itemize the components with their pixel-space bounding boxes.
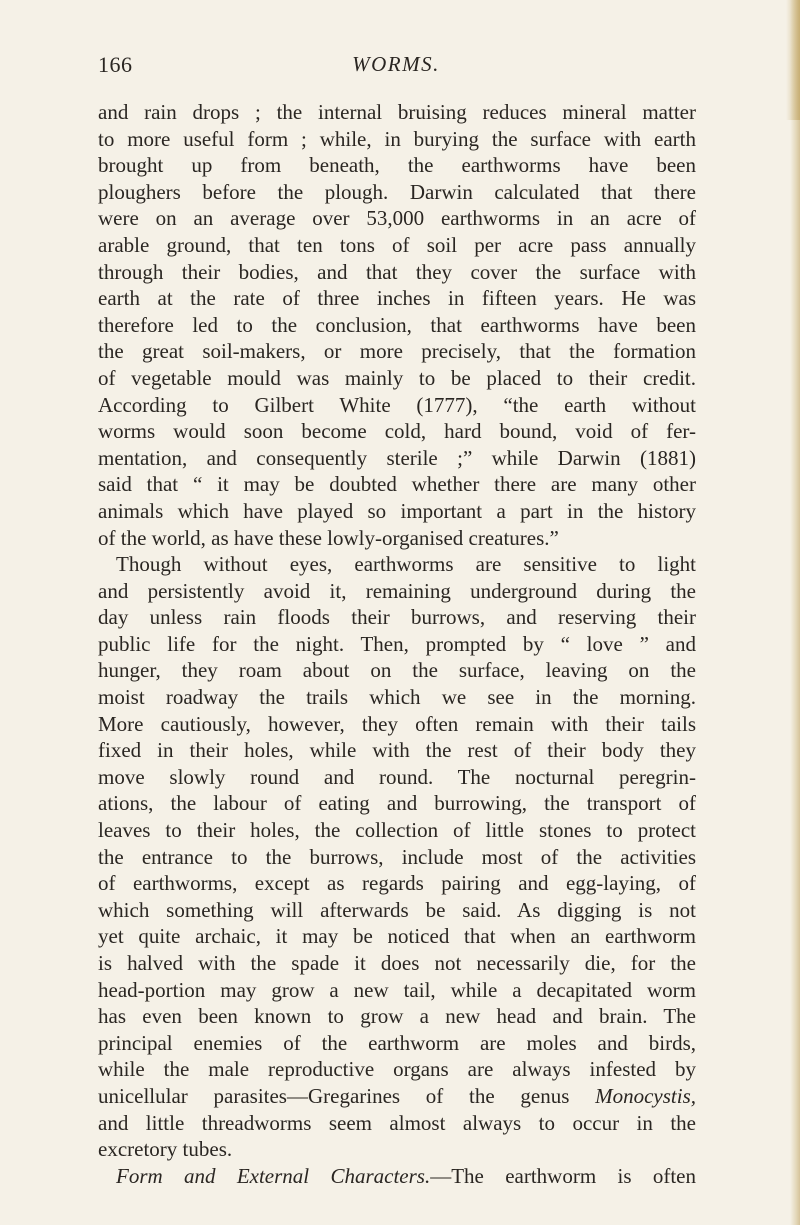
text-line: is halved with the spade it does not necessarily die, for the (98, 951, 696, 975)
text-line: of vegetable mould was mainly to be placed to their credit. (98, 365, 696, 390)
text-line: move slowly round and round. The nocturnal peregrin- (98, 764, 696, 789)
text-line: has even been known to grow a new head and brain. The (98, 1004, 696, 1029)
text-line: which something will afterwards be said. As digging is not (98, 897, 696, 922)
body-text (98, 99, 696, 1189)
text-line: ations, the labour of eating and burrowing, the transport of (98, 791, 696, 816)
text-line: yet quite archaic, it may be noticed that when an earthworm (98, 924, 696, 949)
text-line: ploughers before the plough. Darwin calculated that there (98, 179, 696, 204)
text-line: leaves to their holes, the collection of little stones to protect (98, 818, 696, 843)
text-line: through their bodies, and that they cover the surface with (98, 259, 696, 284)
text-line: were on an average over 53,000 earthworms in an acre of (98, 206, 696, 231)
page-number: 166 (98, 52, 133, 77)
section-heading-line (98, 1163, 696, 1190)
text-line: arable ground, that ten tons of soil per acre pass annually (98, 232, 696, 257)
page-header (98, 52, 694, 82)
text-line: More cautiously, however, they often remain with their tails (98, 711, 696, 736)
text-line: of the world, as have these lowly-organised creatures.” (98, 525, 559, 550)
text-line: earth at the rate of three inches in fifteen years. He was (98, 286, 696, 311)
text-line: to more useful form ; while, in burying the surface with earth (98, 126, 696, 151)
text-line: and rain drops ; the internal bruising reduces mineral matter (98, 100, 696, 124)
section-heading: Form and External Characters. (116, 1163, 431, 1188)
text-line: of earthworms, except as regards pairing and egg-laying, of (98, 871, 696, 896)
text-line: principal enemies of the earthworm are moles and birds, (98, 1030, 696, 1055)
text-line: public life for the night. Then, prompted by “ love ” and (98, 631, 696, 656)
text-line: hunger, they roam about on the surface, leaving on the (98, 658, 696, 683)
text-line: worms would soon become cold, hard bound, void of fer- (98, 419, 696, 444)
text-line: day unless rain floods their burrows, and reserving their (98, 605, 696, 630)
page-corner-shadow (786, 0, 800, 120)
text-line: mentation, and consequently sterile ;” while Darwin (1881) (98, 445, 696, 470)
running-title: WORMS. (352, 52, 440, 76)
text-line: and little threadworms seem almost always to occur in the (98, 1110, 696, 1135)
text-line: while the male reproductive organs are always infested by (98, 1057, 696, 1082)
text-line: moist roadway the trails which we see in the morning. (98, 685, 696, 710)
text-line: brought up from beneath, the earthworms have been (98, 153, 696, 178)
genus-name: Monocystis, (595, 1083, 697, 1108)
text-line: the great soil-makers, or more precisely, that the formation (98, 339, 696, 364)
text-fragment: unicellular parasites—Gregarines of the genus (98, 1083, 570, 1108)
text-line: head-portion may grow a new tail, while a decapitated worm (98, 977, 696, 1002)
text-line: fixed in their holes, while with the rest of their body they (98, 738, 696, 763)
text-line-with-genus (98, 1083, 696, 1110)
text-line: therefore led to the conclusion, that earthworms have been (98, 312, 696, 337)
paragraph-start-line: Though without eyes, earthworms are sensitive to light (116, 552, 696, 577)
text-line: said that “ it may be doubted whether there are many other (98, 472, 696, 497)
text-line: animals which have played so important a part in the history (98, 498, 696, 523)
text-fragment: —The earthworm is often (430, 1163, 696, 1188)
text-line: and persistently avoid it, remaining underground during the (98, 578, 696, 603)
page-edge-shadow (790, 0, 800, 1225)
text-line: the entrance to the burrows, include most of the activities (98, 844, 696, 869)
text-line: According to Gilbert White (1777), “the earth without (98, 392, 696, 417)
text-line: excretory tubes. (98, 1137, 233, 1162)
